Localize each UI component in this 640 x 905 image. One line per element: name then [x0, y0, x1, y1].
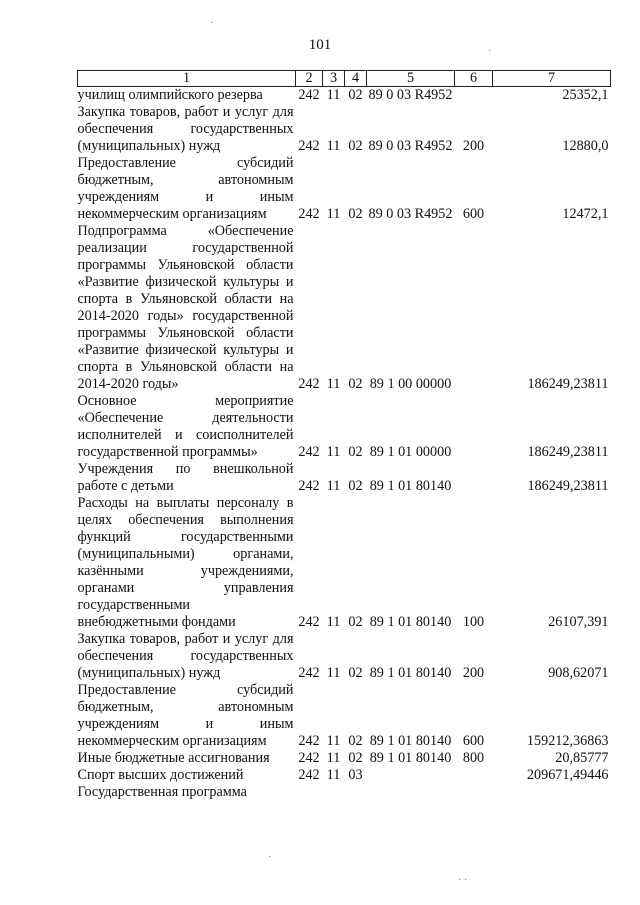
row-code-subsection: 02 — [348, 750, 363, 766]
header-cell-6: 6 — [455, 71, 493, 87]
row-name: Основное мероприятие «Обеспечение деятельности исполнителей и соисполнителей государственной программы» — [77, 393, 294, 460]
row-code-expense-type: 200 — [462, 138, 485, 154]
row-code-expense-type: 600 — [462, 206, 485, 222]
row-code-target: 89 1 01 80140 — [369, 665, 452, 681]
table-row — [78, 104, 611, 155]
row-name: училищ олимпийского резерва — [77, 87, 263, 103]
row-code-target: 89 0 03 R4952 — [368, 206, 453, 222]
row-name: Закупка товаров, работ и услуг для обеспечения государственных (муниципальных) нужд — [77, 631, 294, 681]
row-code-subsection: 02 — [348, 376, 363, 392]
row-code-section: 11 — [326, 87, 341, 103]
row-amount: 908,62071 — [548, 665, 609, 681]
row-code-target: 89 0 03 R4952 — [368, 87, 453, 103]
row-code-ministry: 242 — [298, 733, 320, 749]
row-amount: 12880,0 — [562, 138, 609, 154]
row-code-ministry: 242 — [298, 750, 320, 766]
row-code-expense-type: 800 — [462, 750, 485, 766]
row-amount: 12472,1 — [562, 206, 609, 222]
row-code-target: 89 1 00 00000 — [369, 376, 452, 392]
row-code-section: 11 — [326, 767, 341, 783]
table-row — [78, 87, 611, 105]
row-code-section: 11 — [326, 376, 341, 392]
header-cell-5: 5 — [367, 71, 455, 87]
row-code-expense-type — [455, 461, 493, 495]
row-name: Иные бюджетные ассигнования — [77, 750, 270, 766]
row-name: Спорт высших достижений — [77, 767, 244, 783]
row-code-subsection: 02 — [348, 444, 363, 460]
scan-speck: · — [268, 852, 272, 863]
row-name: Расходы на выплаты персоналу в целях обеспечения выполнения функций государственными (муниципальными) органами, казёнными учреждениями, органами управления государственными внебюджетными фондами — [77, 495, 294, 630]
row-amount: 26107,391 — [548, 614, 609, 630]
row-code-ministry — [296, 784, 323, 801]
row-code-ministry: 242 — [298, 138, 320, 154]
row-amount: 186249,23811 — [527, 444, 609, 460]
row-name: Предоставление субсидий бюджетным, автономным учреждениям и иным некоммерческим организациям — [77, 155, 294, 222]
row-code-section: 11 — [326, 138, 341, 154]
row-code-target: 89 0 03 R4952 — [368, 138, 453, 154]
row-code-subsection: 02 — [348, 478, 363, 494]
row-name: Подпрограмма «Обеспечение реализации государственной программы Ульяновской области «Развитие физической культуры и спорта в Ульяновской области на 2014-2020 годы» государственной программы Ульяновской области «Развитие физической культуры и спорта в Ульяновской области на 2014-2020 годы» — [77, 223, 294, 392]
row-code-expense-type — [455, 223, 493, 393]
row-code-target: 89 1 01 80140 — [369, 750, 452, 766]
row-code-ministry: 242 — [298, 444, 320, 460]
row-code-target: 89 1 01 80140 — [369, 614, 452, 630]
row-code-subsection: 02 — [348, 733, 363, 749]
row-code-expense-type — [455, 767, 493, 784]
table-row — [78, 784, 611, 801]
row-code-ministry: 242 — [298, 614, 320, 630]
table-row — [78, 155, 611, 223]
row-code-expense-type: 600 — [462, 733, 485, 749]
row-code-subsection: 02 — [348, 87, 363, 103]
row-code-ministry: 242 — [298, 665, 320, 681]
row-code-expense-type — [455, 393, 493, 461]
table-row — [78, 767, 611, 784]
row-code-subsection: 02 — [348, 614, 363, 630]
row-amount: 159212,36863 — [526, 733, 609, 749]
row-code-section: 11 — [326, 614, 341, 630]
row-code-target — [367, 784, 455, 801]
row-code-ministry: 242 — [298, 87, 320, 103]
row-code-expense-type: 200 — [462, 665, 485, 681]
row-code-target: 89 1 01 80140 — [369, 733, 452, 749]
row-code-target — [367, 767, 455, 784]
table-row — [78, 461, 611, 495]
table-row — [78, 682, 611, 750]
row-code-section: 11 — [326, 750, 341, 766]
row-code-target: 89 1 01 00000 — [369, 444, 452, 460]
row-code-section: 11 — [326, 206, 341, 222]
header-cell-2: 2 — [296, 71, 323, 87]
scan-speck: · — [488, 46, 492, 57]
header-cell-4: 4 — [345, 71, 367, 87]
row-code-subsection: 02 — [348, 665, 363, 681]
header-cell-7: 7 — [493, 71, 611, 87]
row-code-ministry: 242 — [298, 478, 320, 494]
budget-table — [77, 70, 611, 801]
row-code-section: 11 — [326, 733, 341, 749]
scan-speck: · — [210, 18, 214, 29]
table-row — [78, 393, 611, 461]
row-amount: 20,85777 — [555, 750, 609, 766]
row-code-ministry: 242 — [298, 767, 320, 783]
row-code-subsection — [345, 784, 367, 801]
row-amount: 209671,49446 — [526, 767, 609, 783]
row-code-section: 11 — [326, 665, 341, 681]
row-amount: 186249,23811 — [527, 376, 609, 392]
row-code-expense-type — [455, 784, 493, 801]
table-header-row — [78, 71, 611, 87]
row-code-subsection: 02 — [348, 138, 363, 154]
row-name: Предоставление субсидий бюджетным, автономным учреждениям и иным некоммерческим организациям — [77, 682, 294, 749]
row-amount: 186249,23811 — [527, 478, 609, 494]
table-row — [78, 750, 611, 767]
row-code-subsection: 02 — [348, 206, 363, 222]
row-code-expense-type: 100 — [462, 614, 485, 630]
row-code-subsection: 03 — [348, 767, 363, 783]
row-code-expense-type — [455, 87, 493, 105]
row-code-target: 89 1 01 80140 — [369, 478, 452, 494]
header-cell-1: 1 — [78, 71, 296, 87]
row-amount: 25352,1 — [562, 87, 609, 103]
table-row — [78, 223, 611, 393]
table-row — [78, 631, 611, 682]
row-name: Государственная программа — [77, 784, 247, 800]
row-name: Учреждения по внешкольной работе с детьми — [77, 461, 294, 494]
page-number: 101 — [308, 37, 332, 53]
header-cell-3: 3 — [323, 71, 345, 87]
row-code-section: 11 — [326, 444, 341, 460]
scan-speck: · · — [458, 875, 468, 886]
table-row — [78, 495, 611, 631]
row-code-section: 11 — [326, 478, 341, 494]
row-amount — [493, 784, 611, 801]
row-code-ministry: 242 — [298, 376, 320, 392]
row-code-ministry: 242 — [298, 206, 320, 222]
row-name: Закупка товаров, работ и услуг для обеспечения государственных (муниципальных) нужд — [77, 104, 294, 154]
row-code-section — [323, 784, 345, 801]
